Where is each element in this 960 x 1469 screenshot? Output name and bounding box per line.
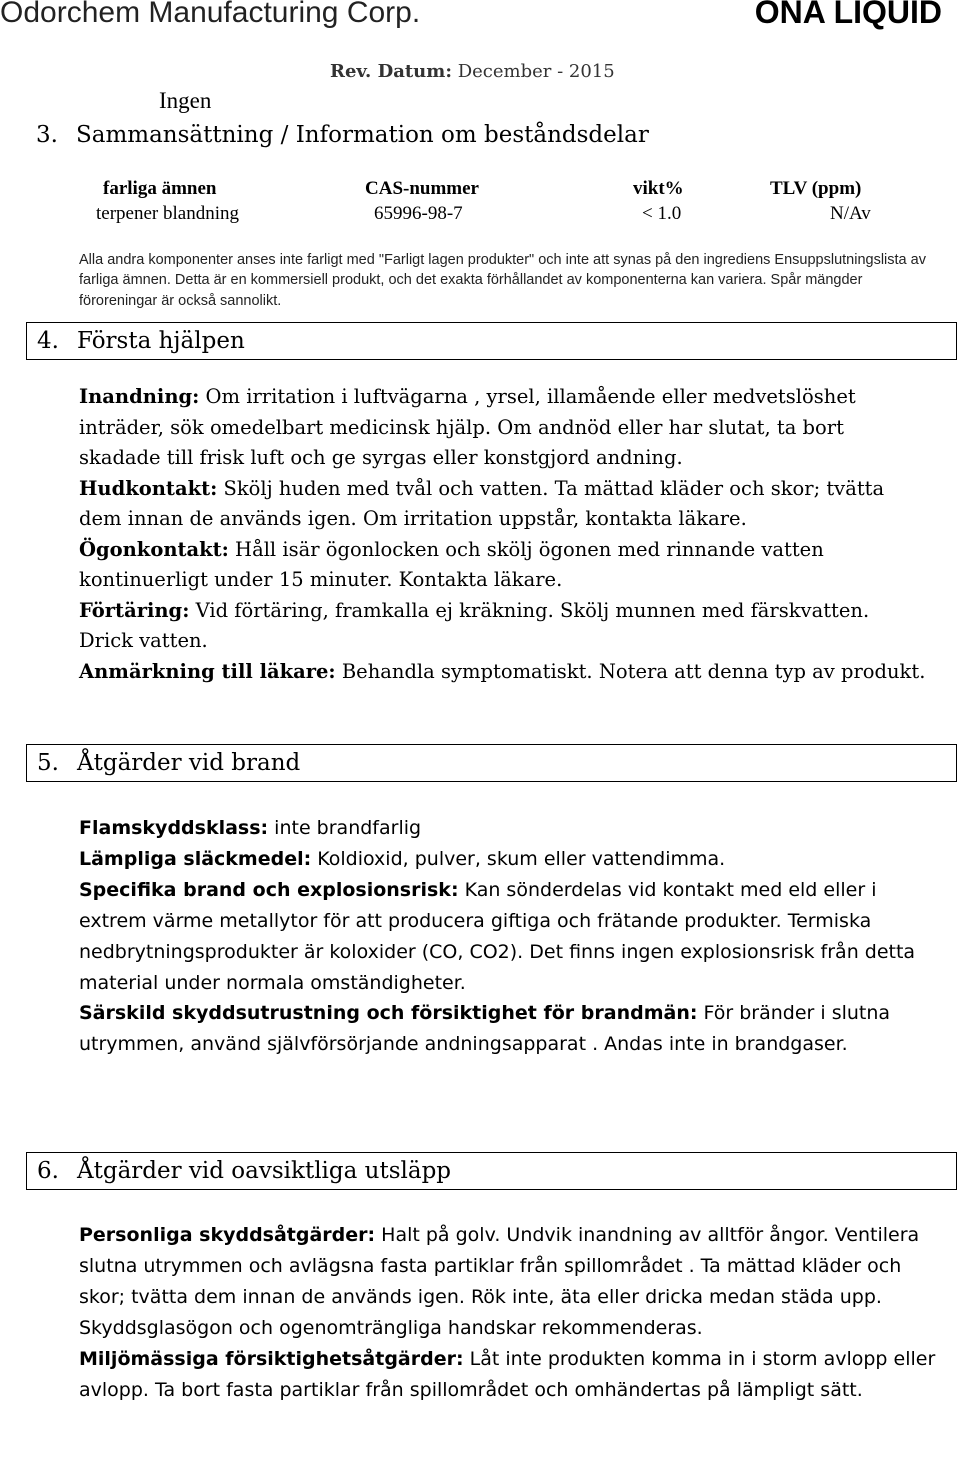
section-title: Sammansättning / Information om beståndsdelar [76, 122, 649, 148]
section-number: 6. [37, 1158, 59, 1184]
item-label: Personliga skyddsåtgärder: [79, 1224, 376, 1246]
revision-label: Rev. Datum: [330, 61, 452, 82]
first-aid-item [79, 382, 929, 474]
ingen-text: Ingen [159, 88, 212, 113]
table-cell: N/Av [830, 203, 871, 224]
first-aid-item [79, 596, 929, 657]
section-title: Första hjälpen [77, 328, 245, 354]
fire-item [79, 875, 939, 999]
fire-measures-content [79, 813, 939, 1060]
revision-line [330, 61, 615, 82]
section-title: Åtgärder vid oavsiktliga utsläpp [77, 1158, 452, 1184]
product-name: ONA LIQUID [754, 0, 942, 30]
item-label: Lämpliga släckmedel: [79, 847, 312, 870]
first-aid-item [79, 535, 929, 596]
section-number: 3. [36, 122, 58, 148]
section-6-heading [26, 1152, 957, 1190]
item-text: Halt på golv. Undvik inandning av alltför ångor. Ventilera slutna utrymmen och avlägsna fasta partiklar från spillområdet . Ta mättad kläder och skor; tvätta dem innan de används igen. Rök inte, äta eller dricka medan städa upp. Skyddsglasögon och ogenomträngliga handskar rekommenderas. [79, 1224, 920, 1339]
item-text: Kan sönderdelas vid kontakt med eld eller i extrem värme metallytor för att producera giftiga och frätande produkter. Termiska nedbrytningsprodukter är koloxider (CO, CO2). Det finns ingen explosionsrisk från detta material under normala omständigheter. [79, 878, 916, 994]
fire-item [79, 813, 939, 844]
table-header: TLV (ppm) [770, 178, 862, 199]
section-4-heading [26, 322, 957, 360]
first-aid-content [79, 382, 929, 687]
section-3-heading [26, 115, 957, 159]
item-text: Koldioxid, pulver, skum eller vattendimma. [311, 847, 726, 870]
section-number: 4. [37, 328, 59, 354]
item-text: Behandla symptomatiskt. Notera att denna typ av produkt. [335, 659, 926, 683]
table-cell: < 1.0 [642, 203, 682, 224]
item-label: Flamskyddsklass: [79, 817, 269, 839]
table-cell: 65996-98-7 [374, 203, 463, 224]
table-header: vikt% [633, 178, 684, 199]
first-aid-item [79, 657, 929, 688]
item-label: Inandning: [79, 385, 200, 408]
section-5-heading [26, 744, 957, 782]
release-item [79, 1220, 939, 1344]
revision-date: December - 2015 [457, 61, 615, 82]
item-text: Skölj huden med tvål och vatten. Ta mättad kläder och skor; tvätta dem innan de används igen. Om irritation uppstår, kontakta läkare. [79, 476, 885, 530]
section-number: 5. [37, 750, 59, 776]
fire-item [79, 844, 939, 875]
item-label: Anmärkning till läkare: [79, 659, 336, 683]
table-header: CAS-nummer [365, 178, 479, 199]
item-text: Låt inte produkten komma in i storm avlopp eller avlopp. Ta bort fasta partiklar från spillområdet och omhändertas på lämpligt sätt. [79, 1347, 936, 1401]
item-label: Miljömässiga försiktighetsåtgärder: [79, 1347, 464, 1370]
item-label: Specifika brand och explosionsrisk: [79, 878, 459, 901]
item-text: För bränder i slutna utrymmen, använd självförsörjande andningsapparat . Andas inte in brandgaser. [79, 1002, 891, 1056]
composition-note: Alla andra komponenter anses inte farligt med "Farligt lagen produkter" och inte att synas på den ingrediens Ensuppslutningslista av farliga ämnen. Detta är en kommersiell produkt, och det exakta förhållandet av komponenterna kan variera. Spår mängder föroreningar är också sannolikt. [79, 252, 926, 309]
table-header: farliga ämnen [103, 178, 217, 199]
accidental-release-content [79, 1220, 939, 1405]
fire-item [79, 998, 939, 1060]
item-label: Hudkontakt: [79, 476, 218, 500]
release-item [79, 1344, 939, 1406]
item-text: inte brandfarlig [268, 817, 422, 839]
company-name: Odorchem Manufacturing Corp. [0, 0, 421, 29]
item-text: Vid förtäring, framkalla ej kräkning. Skölj munnen med färskvatten. Drick vatten. [79, 598, 870, 652]
item-text: Om irritation i luftvägarna , yrsel, illamående eller medvetslöshet inträder, sök omedelbart medicinsk hjälp. Om andnöd eller har slutat, ta bort skadade till frisk luft och ge syrgas eller konstgjord andning. [79, 385, 856, 469]
table-cell: terpener blandning [96, 203, 239, 224]
item-label: Ögonkontakt: [79, 537, 229, 561]
item-text: Håll isär ögonlocken och skölj ögonen med rinnande vatten kontinuerligt under 15 minuter. Kontakta läkare. [79, 537, 824, 591]
item-label: Förtäring: [79, 598, 190, 622]
first-aid-item [79, 474, 929, 535]
section-title: Åtgärder vid brand [77, 750, 301, 776]
item-label: Särskild skyddsutrustning och försiktighet för brandmän: [79, 1002, 698, 1025]
